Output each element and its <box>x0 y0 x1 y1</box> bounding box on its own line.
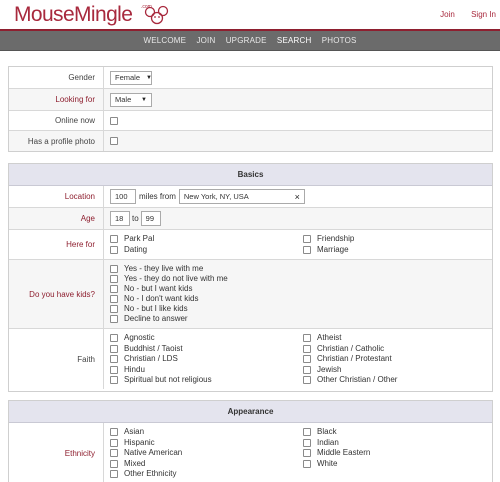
looking-label: Looking for <box>9 89 104 110</box>
faith-row <box>9 329 492 389</box>
faith-option[interactable]: Buddhist / Taoist <box>110 344 183 353</box>
faith-label: Faith <box>9 329 104 389</box>
online-row <box>9 111 492 131</box>
ethnicity-option[interactable]: Black <box>303 427 337 436</box>
appearance-panel <box>8 400 493 482</box>
ethnicity-option[interactable]: Middle Eastern <box>303 448 370 457</box>
ethnicity-option[interactable]: Other Ethnicity <box>110 469 176 478</box>
age-row <box>9 208 492 230</box>
nav-search[interactable]: SEARCH <box>276 36 312 45</box>
logo-com: .com <box>141 4 152 10</box>
location-label: Location <box>9 186 104 207</box>
photo-label: Has a profile photo <box>9 131 104 151</box>
age-max-input[interactable]: 99 <box>141 211 161 226</box>
looking-row <box>9 89 492 111</box>
logo[interactable]: MouseMingle <box>14 3 133 26</box>
site-header <box>0 0 500 30</box>
faith-option[interactable]: Agnostic <box>110 333 155 342</box>
faith-option[interactable]: Spiritual but not religious <box>110 375 212 384</box>
kids-row <box>9 260 492 329</box>
online-label: Online now <box>9 111 104 130</box>
kids-option[interactable]: No - but I want kids <box>110 284 192 293</box>
faith-option[interactable]: Christian / LDS <box>110 354 178 363</box>
mouse-logo-icon <box>143 5 171 25</box>
age-min-input[interactable]: 18 <box>110 211 130 226</box>
gender-select[interactable]: Female ▼ <box>110 71 152 85</box>
nav-upgrade[interactable]: UPGRADE <box>225 36 267 45</box>
nav-welcome[interactable]: WELCOME <box>143 36 187 45</box>
kids-option[interactable]: No - I don't want kids <box>110 294 198 303</box>
nav-photos[interactable]: PHOTOS <box>321 36 357 45</box>
faith-option[interactable]: Atheist <box>303 333 341 342</box>
basics-panel <box>8 163 493 392</box>
join-link[interactable]: Join <box>440 10 455 19</box>
location-input[interactable]: New York, NY, USA × <box>179 189 305 204</box>
kids-option[interactable]: Yes - they live with me <box>110 264 203 273</box>
faith-option[interactable]: Hindu <box>110 365 145 374</box>
ethnicity-option[interactable]: Indian <box>303 438 339 447</box>
ethnicity-option[interactable]: White <box>303 459 337 468</box>
photo-checkbox[interactable] <box>110 137 118 145</box>
herefor-option[interactable]: Friendship <box>303 234 354 243</box>
ethnicity-option[interactable]: Asian <box>110 427 144 436</box>
age-to-label: to <box>132 214 139 223</box>
gender-label: Gender <box>9 67 104 88</box>
kids-option[interactable]: Decline to answer <box>110 314 188 323</box>
clear-icon[interactable]: × <box>294 191 300 202</box>
photo-row <box>9 131 492 151</box>
dropdown-arrow-icon: ▼ <box>146 74 152 81</box>
faith-option[interactable]: Christian / Protestant <box>303 354 392 363</box>
nav-join[interactable]: JOIN <box>196 36 216 45</box>
miles-input[interactable]: 100 <box>110 189 136 204</box>
dropdown-arrow-icon: ▼ <box>141 96 147 103</box>
ethnicity-option[interactable]: Hispanic <box>110 438 155 447</box>
header-links <box>426 10 496 19</box>
herefor-option[interactable]: Dating <box>110 245 147 254</box>
herefor-label: Here for <box>9 230 104 259</box>
ethnicity-row <box>9 423 492 482</box>
kids-option[interactable]: Yes - they do not live with me <box>110 274 228 283</box>
herefor-option[interactable]: Park Pal <box>110 234 154 243</box>
faith-option[interactable]: Other Christian / Other <box>303 375 397 384</box>
appearance-title: Appearance <box>9 401 492 423</box>
gender-row <box>9 67 492 89</box>
faith-option[interactable]: Christian / Catholic <box>303 344 384 353</box>
basics-title: Basics <box>9 164 492 186</box>
looking-select[interactable]: Male ▼ <box>110 93 152 107</box>
miles-from-label: miles from <box>139 192 176 201</box>
age-label: Age <box>9 208 104 229</box>
main-nav <box>0 31 500 51</box>
top-filters-panel <box>8 66 493 152</box>
online-checkbox[interactable] <box>110 117 118 125</box>
signin-link[interactable]: Sign In <box>471 10 496 19</box>
ethnicity-option[interactable]: Mixed <box>110 459 145 468</box>
ethnicity-option[interactable]: Native American <box>110 448 182 457</box>
herefor-row <box>9 230 492 260</box>
location-row <box>9 186 492 208</box>
kids-label: Do you have kids? <box>9 260 104 328</box>
herefor-option[interactable]: Marriage <box>303 245 349 254</box>
kids-option[interactable]: No - but I like kids <box>110 304 188 313</box>
ethnicity-label: Ethnicity <box>9 423 104 482</box>
faith-option[interactable]: Jewish <box>303 365 341 374</box>
